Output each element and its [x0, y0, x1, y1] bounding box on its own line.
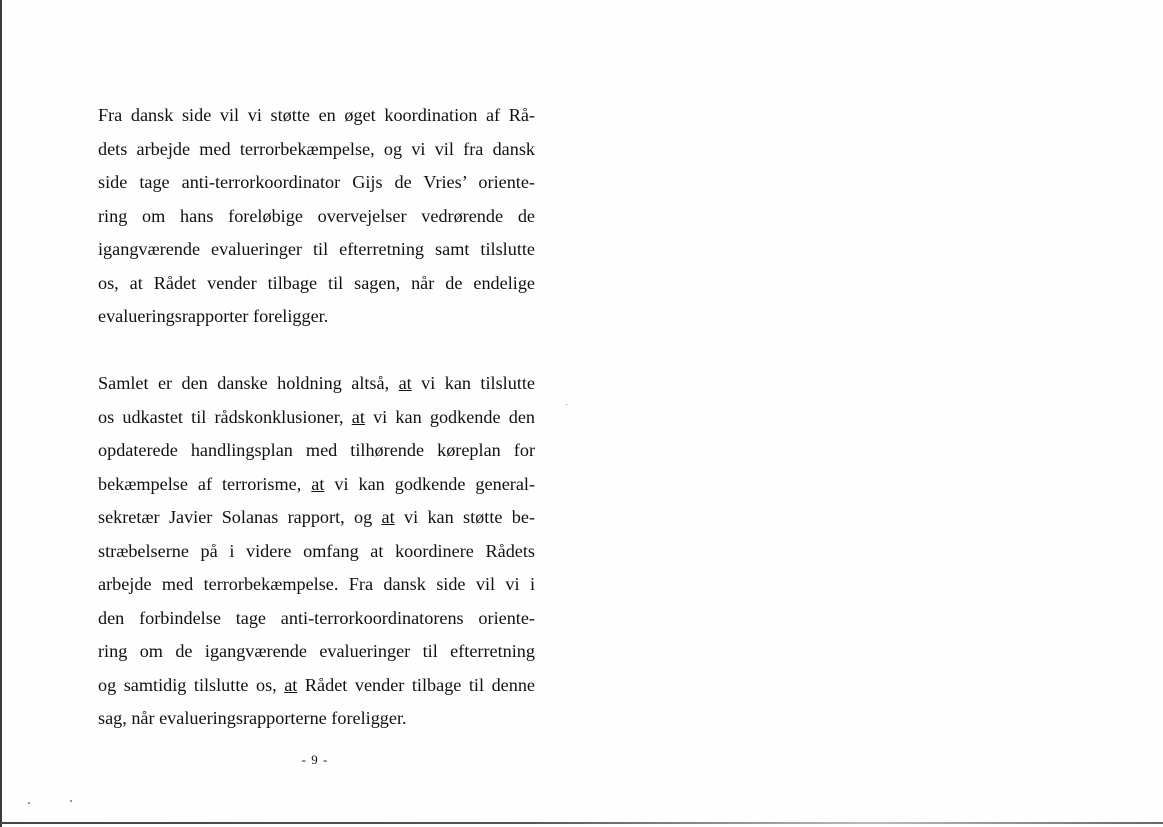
text-run: os, at Rådet vender tilbage til sagen, når de endelige	[98, 272, 535, 293]
text-run: ring om de igangværende evalueringer til efterretning	[98, 641, 535, 661]
text-run: arbejde med terrorbekæmpelse. Fra dansk side vil vi i	[98, 574, 535, 594]
underlined-word: at	[398, 373, 412, 393]
text-line	[98, 300, 535, 334]
text-line	[98, 401, 535, 435]
text-run: vi kan godkende general-	[324, 473, 536, 494]
text-run: bekæmpelse af terrorisme,	[98, 473, 312, 494]
text-run: og samtidig tilslutte os,	[98, 674, 285, 695]
text-line	[98, 233, 535, 267]
text-line	[98, 535, 535, 569]
underlined-word: at	[351, 406, 365, 427]
text-line	[98, 367, 535, 401]
underlined-word: at	[381, 507, 395, 527]
text-run: opdaterede handlingsplan med tilhørende køreplan for	[98, 440, 535, 460]
text-line	[98, 635, 535, 669]
text-line	[98, 669, 535, 703]
body-text	[98, 99, 535, 736]
text-line	[98, 501, 535, 535]
text-line	[98, 200, 535, 234]
scan-left-edge	[0, 0, 2, 827]
text-line	[98, 602, 535, 636]
text-line	[98, 267, 535, 301]
text-run: Samlet er den danske holdning altså,	[98, 373, 399, 393]
text-line	[98, 99, 535, 133]
text-run: ring om hans foreløbige overvejelser vedrørende de	[98, 205, 535, 226]
page-number: - 9 -	[301, 752, 329, 767]
text-line	[98, 468, 535, 502]
text-run: stræbelserne på i videre omfang at koordinere Rådets	[98, 540, 535, 561]
scan-speck	[28, 802, 30, 804]
text-run: vi kan godkende den	[364, 406, 536, 427]
text-line	[98, 166, 535, 200]
text-line	[98, 568, 535, 602]
text-run: vi kan tilslutte	[411, 373, 535, 393]
text-run: igangværende evalueringer til efterretning samt tilslutte	[98, 239, 535, 259]
text-run: evalueringsrapporter foreligger.	[98, 306, 329, 326]
text-line	[98, 434, 535, 468]
text-run: den forbindelse tage anti-terrorkoordinatorens oriente-	[98, 607, 535, 628]
paragraph	[98, 99, 535, 334]
text-run: Fra dansk side vil vi støtte en øget koordination af Rå-	[98, 105, 535, 125]
text-run: side tage anti-terrorkoordinator Gijs de Vries’ oriente-	[98, 172, 535, 192]
underlined-word: at	[284, 674, 298, 695]
text-run: sekretær Javier Solanas rapport, og	[98, 507, 382, 527]
text-run: vi kan støtte be-	[394, 507, 535, 527]
text-run: sag, når evalueringsrapporterne foreligger.	[98, 708, 407, 728]
text-line	[98, 133, 535, 167]
paragraph	[98, 367, 535, 736]
text-line	[98, 702, 535, 736]
scan-speck	[70, 800, 72, 802]
text-run: Rådet vender tilbage til denne	[297, 674, 535, 695]
scan-bottom-edge	[0, 822, 1163, 824]
text-run: os udkastet til rådskonklusioner,	[98, 406, 352, 427]
scan-speck	[566, 404, 567, 405]
text-run: dets arbejde med terrorbekæmpelse, og vi vil fra dansk	[98, 138, 535, 159]
underlined-word: at	[311, 473, 325, 494]
